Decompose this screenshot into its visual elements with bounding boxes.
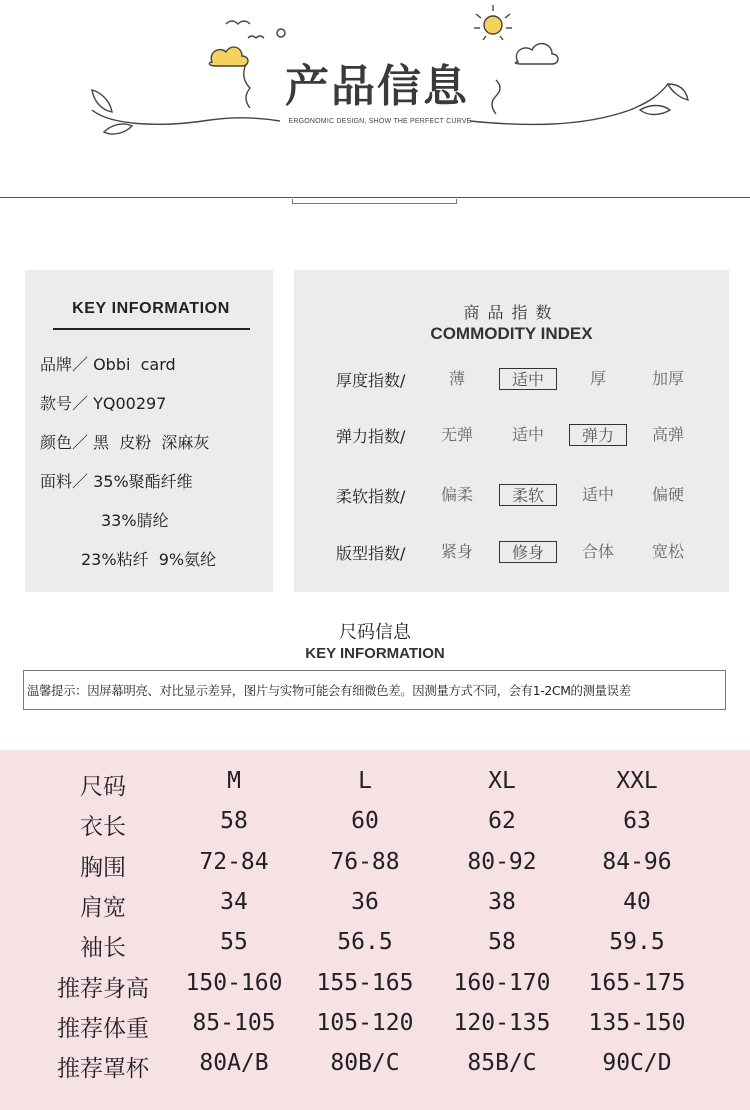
style-number-row: 款号／ YQ00297 — [40, 394, 167, 413]
index-option: 合体 — [581, 542, 614, 561]
size-table-cell: 62 — [488, 808, 516, 835]
size-table-cell: 72-84 — [199, 848, 269, 875]
size-table-cell: 105-120 — [316, 1009, 414, 1036]
size-table-row-label: 肩宽 — [80, 894, 126, 921]
size-table-cell: 80-92 — [467, 848, 537, 875]
key-information-title: KEY INFORMATION — [72, 300, 230, 317]
index-option: 宽松 — [651, 542, 684, 561]
size-table-cell: 160-170 — [453, 969, 551, 996]
cloud-left-icon — [209, 47, 250, 108]
size-info-title-cn: 尺码信息 — [339, 622, 411, 643]
index-option: 偏硬 — [651, 485, 684, 504]
page-subtitle: ERGONOMIC DESIGN, SHOW THE PERFECT CURVE — [288, 118, 472, 125]
page-title: 产品信息 — [285, 61, 469, 112]
measurement-notice — [23, 670, 726, 710]
measurement-notice-text: 温馨提示：因屏幕明亮、对比显示差异，图片与实物可能会有细微色差。因测量方式不同，会有1-2CM的测量误差 — [27, 683, 631, 698]
commodity-index-title-en: COMMODITY INDEX — [430, 324, 593, 343]
size-table-cell: 40 — [623, 888, 651, 915]
size-table-cell: 56.5 — [337, 929, 393, 956]
index-option-selected: 适中 — [499, 368, 557, 390]
index-option: 偏柔 — [440, 485, 473, 504]
index-row-label: 厚度指数/ — [336, 371, 406, 390]
fabric-row-2: 33%腈纶 — [101, 511, 169, 530]
sun-icon — [474, 5, 512, 40]
commodity-index-panel — [294, 270, 729, 592]
size-table-row-label: 衣长 — [80, 814, 126, 841]
index-row-label: 版型指数/ — [336, 544, 406, 563]
index-option: 高弹 — [651, 425, 684, 444]
fabric-row-3: 23%粘纤 9%氨纶 — [81, 550, 217, 569]
commodity-index-title-cn: 商品指数 — [463, 303, 560, 322]
size-table-row-label: 推荐罩杯 — [57, 1056, 149, 1083]
size-table-header-cell: XL — [488, 768, 516, 794]
size-table-header-cell: 尺码 — [80, 774, 126, 800]
size-table-cell: 60 — [351, 808, 379, 835]
cloud-right-icon — [515, 44, 558, 64]
index-row-label: 柔软指数/ — [336, 487, 406, 506]
size-table-header-cell: XXL — [616, 768, 658, 794]
index-option: 加厚 — [651, 369, 684, 388]
fabric-row: 面料／ 35%聚酯纤维 — [40, 472, 193, 491]
size-table-cell: 63 — [623, 808, 651, 835]
size-table-row-label: 推荐身高 — [57, 975, 149, 1002]
size-table-cell: 80A/B — [199, 1050, 269, 1077]
size-table-cell: 120-135 — [453, 1009, 551, 1036]
size-table-cell: 165-175 — [588, 969, 686, 996]
index-option: 适中 — [581, 485, 614, 504]
divider — [0, 197, 750, 198]
index-option: 适中 — [511, 425, 544, 444]
index-option-selected: 弹力 — [569, 424, 627, 446]
size-table-cell: 58 — [488, 929, 516, 956]
index-option-selected: 修身 — [499, 541, 557, 563]
size-table-header-cell: L — [358, 768, 372, 794]
size-table-cell: 84-96 — [602, 848, 672, 875]
size-table-cell: 38 — [488, 888, 516, 915]
index-option: 薄 — [448, 369, 465, 388]
color-row: 颜色／ 黑 皮粉 深麻灰 — [40, 433, 210, 452]
key-information-underline — [53, 328, 250, 330]
size-table-cell: 59.5 — [609, 929, 665, 956]
index-row-label: 弹力指数/ — [336, 427, 406, 446]
size-table-row-label: 推荐体重 — [57, 1015, 149, 1042]
bird-icon — [226, 21, 250, 24]
size-table-row-label: 袖长 — [80, 935, 126, 962]
size-table-header-cell: M — [227, 768, 241, 794]
size-table-cell: 36 — [351, 888, 379, 915]
right-leaf-icon — [668, 84, 688, 100]
size-table-cell: 85-105 — [192, 1009, 276, 1036]
size-info-title-en: KEY INFORMATION — [305, 645, 445, 662]
size-table — [0, 750, 750, 1110]
size-table-cell: 90C/D — [602, 1050, 672, 1077]
divider-tab — [292, 199, 457, 204]
size-table-cell: 80B/C — [330, 1050, 400, 1077]
size-table-cell: 155-165 — [316, 969, 414, 996]
size-table-cell: 58 — [220, 808, 248, 835]
index-option: 无弹 — [440, 425, 473, 444]
size-table-cell: 150-160 — [185, 969, 283, 996]
size-table-cell: 55 — [220, 929, 248, 956]
brand-row: 品牌／ Obbi card — [40, 355, 176, 374]
index-option-selected: 柔软 — [499, 484, 557, 506]
size-table-row-label: 胸围 — [80, 854, 126, 881]
size-table-cell: 135-150 — [588, 1009, 686, 1036]
size-table-cell: 34 — [220, 888, 248, 915]
left-leaf-icon — [92, 90, 112, 112]
index-option: 厚 — [589, 369, 606, 388]
key-information-panel — [25, 270, 273, 592]
size-table-cell: 76-88 — [330, 848, 400, 875]
index-option: 紧身 — [440, 542, 473, 561]
left-vine-icon — [92, 110, 280, 124]
size-table-cell: 85B/C — [467, 1050, 537, 1077]
